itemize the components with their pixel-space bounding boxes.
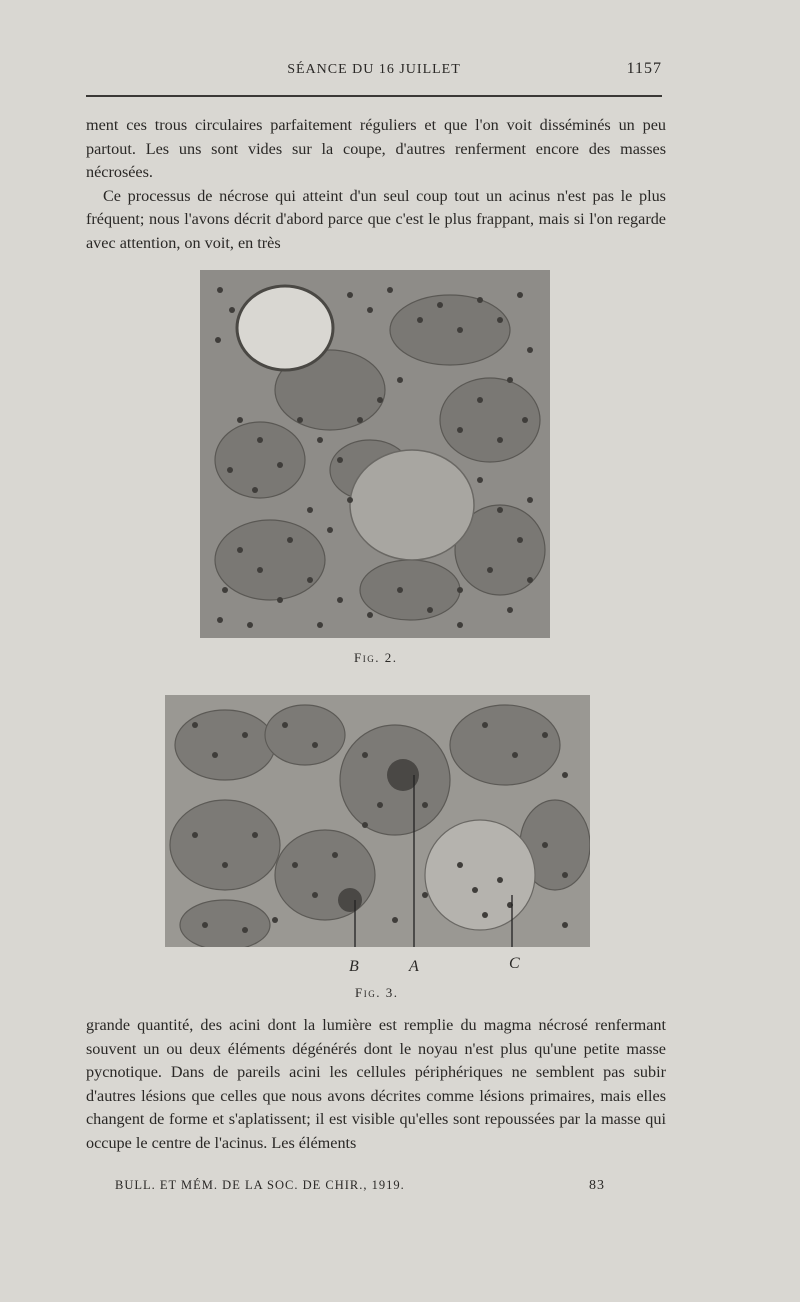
signature-mark: 83 [589,1178,605,1193]
journal-reference: BULL. ET MÉM. DE LA SOC. DE CHIR., 1919. [115,1178,405,1192]
figure-2-caption: Fig. 2. [354,650,398,665]
bottom-text-block [86,1014,666,1155]
header-rule [86,95,662,97]
figure-3-label-c: C [509,955,520,972]
figure-3-caption: Fig. 3. [355,985,399,1000]
paragraph: grande quantité, des acini dont la lumière est remplie du magma nécrosé renfermant souvent un ou deux éléments dégénérés dont le noyau n'est plus qu'une petite masse pycnotique. Dans de pareils acini les cellules périphériques ne semblent pas subir d'autres lésions que celles que nous avons décrites comme lésions primaires, mais elles changent de forme et s'aplatissent; il est visible qu'elles sont repoussées par la masse qui occupe le centre de l'acinus. Les éléments [86,1016,666,1152]
running-header [86,58,662,86]
paragraph: ment ces trous circulaires parfaitement réguliers et que l'on voit disséminés un peu partout. Les uns sont vides sur la coupe, d'autres renferment encore des masses nécrosées. [86,116,666,181]
top-text-block [86,114,666,255]
figure-3-label-b: B [349,958,359,975]
paragraph: Ce processus de nécrose qui atteint d'un seul coup tout un acinus n'est pas le plus fréquent; nous l'avons décrit d'abord parce que c'est le plus frappant, mais si l'on regarde avec attention, on voit, en très [86,186,666,252]
figure-2-micrograph [200,270,550,638]
page-footer [115,1178,605,1202]
page-number: 1157 [626,60,662,77]
figure-3-micrograph [165,695,590,947]
figure-3-label-a: A [409,958,419,975]
running-title: SÉANCE DU 16 JUILLET [287,62,461,77]
micrograph-image [200,270,550,638]
micrograph-image [165,695,590,947]
